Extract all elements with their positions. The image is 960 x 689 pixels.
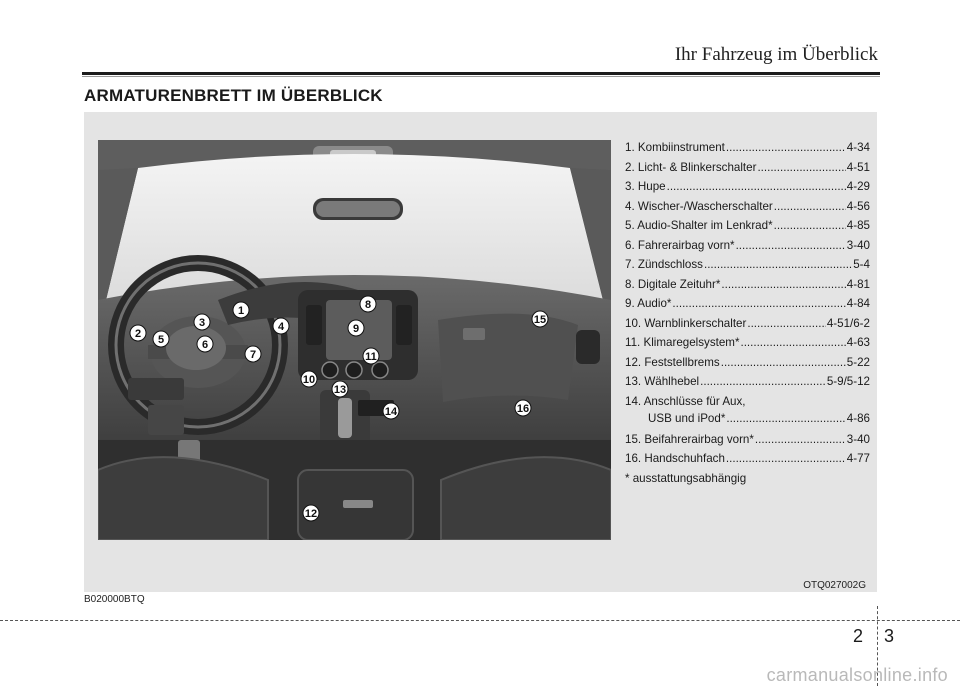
legend-item-page: 4-77 — [846, 452, 870, 465]
callout-number: 12 — [304, 508, 318, 520]
legend — [625, 141, 870, 491]
legend-item-label: 8. Digitale Zeituhr* — [625, 277, 721, 291]
callout-10 — [301, 371, 317, 387]
legend-item — [625, 433, 870, 453]
image-code: OTQ027002G — [803, 580, 866, 591]
leader-dots — [667, 180, 846, 193]
leader-dots — [740, 336, 845, 349]
legend-item-14-label-line1: 14. Anschlüsse für Aux, — [625, 394, 746, 408]
callout-number: 1 — [237, 305, 245, 317]
leader-dots — [721, 356, 846, 369]
callout-number: 4 — [277, 321, 285, 333]
leader-dots — [755, 433, 846, 446]
legend-item — [625, 297, 870, 317]
leader-dots — [747, 317, 825, 330]
page-number-right: 3 — [884, 626, 895, 646]
callout-number: 2 — [134, 328, 142, 340]
callout-13 — [332, 381, 348, 397]
section-title: ARMATURENBRETT IM ÜBERBLICK — [84, 86, 383, 105]
legend-item-label: 15. Beifahrerairbag vorn* — [625, 432, 754, 446]
callout-number: 11 — [365, 351, 377, 363]
callout-number: 3 — [198, 317, 206, 329]
legend-item-label: 12. Feststellbrems — [625, 355, 720, 369]
legend-item — [625, 180, 870, 200]
legend-item — [625, 375, 870, 395]
callout-8 — [360, 296, 376, 312]
doc-code: B020000BTQ — [84, 594, 145, 605]
callout-number: 9 — [352, 323, 360, 335]
callout-number: 16 — [516, 403, 530, 415]
leader-dots — [726, 412, 845, 425]
legend-item — [625, 452, 870, 472]
legend-item-page: 4-85 — [846, 219, 870, 232]
legend-item-label: 2. Licht- & Blinkerschalter — [625, 160, 757, 174]
legend-item-label: 7. Zündschloss — [625, 258, 703, 271]
legend-item-page: 4-84 — [846, 297, 870, 310]
legend-item-page: 4-51 — [846, 160, 870, 174]
callout-1 — [233, 302, 249, 318]
leader-dots — [774, 200, 846, 213]
header-rule — [82, 72, 880, 75]
callout-15 — [532, 311, 548, 327]
legend-item — [625, 200, 870, 220]
legend-item-label: 13. Wählhebel — [625, 375, 700, 388]
legend-item — [625, 336, 870, 356]
legend-item-label: 6. Fahrerairbag vorn* — [625, 238, 735, 252]
chapter-title: Ihr Fahrzeug im Überblick — [674, 44, 878, 65]
legend-note: * ausstattungsabhängig — [625, 471, 747, 485]
legend-item — [625, 219, 870, 239]
legend-item-page: 4-29 — [846, 180, 870, 193]
legend-item — [625, 356, 870, 376]
legend-item-page: 5-4 — [853, 258, 870, 271]
callout-2 — [130, 325, 146, 341]
legend-item-page: 4-34 — [846, 141, 870, 154]
legend-item — [625, 317, 870, 337]
legend-item-page: 4-51/6-2 — [826, 316, 870, 330]
callout-number: 14 — [384, 406, 398, 418]
callout-number: 6 — [201, 339, 209, 351]
callout-14 — [383, 403, 399, 419]
legend-item-label: 4. Wischer-/Wascherschalter — [625, 199, 773, 213]
callout-6 — [197, 336, 213, 352]
legend-item-label: 1. Kombiinstrument — [625, 141, 725, 154]
legend-item-page: 4-81 — [846, 277, 870, 291]
leader-dots — [757, 161, 845, 174]
watermark: carmanualsonline.info — [766, 665, 948, 685]
callout-number: 7 — [249, 349, 257, 361]
legend-item-label: 11. Klimaregelsystem* — [625, 336, 740, 349]
callout-number: 8 — [364, 299, 372, 311]
legend-item-14 — [625, 395, 870, 431]
legend-item-label: 9. Audio* — [625, 297, 672, 310]
leader-dots — [736, 239, 846, 252]
legend-item-label: 5. Audio-Shalter im Lenkrad* — [625, 219, 773, 232]
legend-item-page: 3-40 — [846, 238, 870, 252]
legend-item-label: 16. Handschuhfach — [625, 452, 725, 465]
leader-dots — [721, 278, 845, 291]
callout-11 — [363, 348, 379, 364]
legend-item-page: 5-22 — [846, 355, 870, 369]
legend-item-label: 10. Warnblinkerschalter — [625, 316, 747, 330]
leader-dots — [672, 297, 845, 310]
leader-dots — [726, 452, 846, 465]
legend-item — [625, 141, 870, 161]
footer-rule — [0, 620, 960, 621]
page-number-left: 2 — [853, 626, 864, 646]
leader-dots — [704, 258, 852, 271]
leader-dots — [774, 219, 846, 232]
callout-number: 10 — [302, 374, 316, 386]
legend-item — [625, 161, 870, 181]
callout-number: 5 — [157, 334, 165, 346]
callout-5 — [153, 331, 169, 347]
callout-4 — [273, 318, 289, 334]
callout-number: 13 — [333, 384, 347, 396]
leader-dots — [700, 375, 826, 388]
legend-item-page: 5-9/5-12 — [826, 375, 870, 388]
legend-item — [625, 239, 870, 259]
callout-number: 15 — [533, 314, 547, 326]
dashboard-photo — [98, 140, 611, 540]
legend-item-label: 3. Hupe — [625, 180, 666, 193]
header-rule-thin — [82, 76, 880, 77]
leader-dots — [726, 141, 846, 154]
legend-item-page: 3-40 — [846, 432, 870, 446]
callout-7 — [245, 346, 261, 362]
callout-16 — [515, 400, 531, 416]
legend-item-page: 4-63 — [846, 336, 870, 349]
legend-item — [625, 258, 870, 278]
legend-item-14-page: 4-86 — [846, 411, 870, 425]
legend-item-14-label-line2: USB und iPod* — [648, 411, 726, 425]
callout-12 — [303, 505, 319, 521]
callout-9 — [348, 320, 364, 336]
callout-3 — [194, 314, 210, 330]
legend-item — [625, 278, 870, 298]
legend-item-page: 4-56 — [846, 199, 870, 213]
